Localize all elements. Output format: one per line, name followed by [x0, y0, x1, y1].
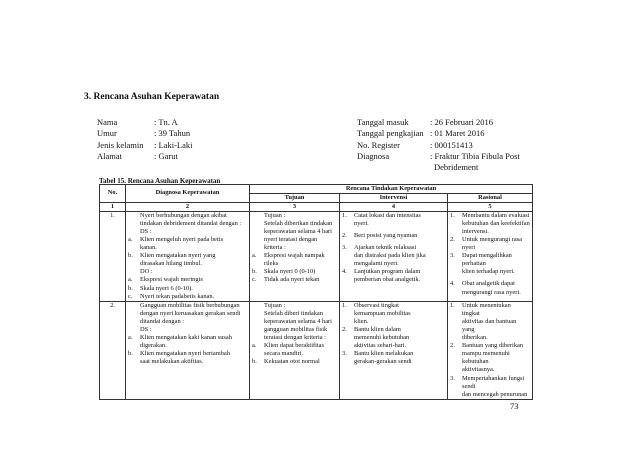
info-label: Tanggal pengkajian — [357, 128, 424, 139]
header-intervensi: Intervensi — [340, 193, 448, 202]
intervensi-line — [342, 350, 445, 358]
tujuan-line — [252, 358, 337, 366]
line-marker — [450, 268, 462, 276]
rasional-line — [450, 350, 530, 366]
line-marker — [450, 391, 462, 399]
diagnosa-line — [128, 358, 247, 366]
line-marker — [128, 358, 140, 366]
line-text: Ajarkan teknik relaksasi — [354, 243, 417, 251]
line-marker — [342, 276, 354, 284]
patient-info-right — [357, 117, 520, 173]
line-text: gerakan-gerakan sendi — [354, 358, 412, 366]
line-text: Klien dapat beraktifitas — [264, 342, 324, 350]
intervensi-line — [342, 302, 445, 310]
header-rencana: Rencana Tindakan Keperawatan — [250, 185, 533, 194]
header-tujuan: Tujuan — [250, 193, 340, 202]
info-label: Diagnosa — [357, 150, 390, 161]
line-text: digerakan. — [140, 342, 167, 350]
diagnosa-line — [128, 310, 247, 318]
line-text: Klien mengeluh nyeri pada betis — [140, 235, 224, 243]
line-text: secara mandiri. — [264, 350, 304, 358]
info-value: : Garut — [154, 150, 178, 161]
line-text: diberikan. — [462, 334, 488, 342]
line-text: Membantu dalam evaluasi — [462, 211, 530, 219]
line-marker — [450, 289, 462, 297]
cell-diagnosa — [126, 301, 250, 399]
line-text: Catat lokasi dan intensitas — [354, 211, 421, 219]
info-value: : Tn. A — [154, 117, 178, 127]
line-text: DO : — [140, 268, 153, 276]
intervensi-line — [342, 342, 445, 350]
diagnosa-line — [128, 252, 247, 260]
info-row-nama — [97, 117, 192, 128]
info-label: Tanggal masuk — [357, 117, 409, 127]
line-text: dan mencegah penurunan — [462, 390, 528, 398]
patient-info-left — [97, 117, 192, 162]
info-value: : 26 Februari 2016 — [430, 117, 494, 127]
rasional-line — [450, 391, 530, 399]
diagnosa-line — [128, 318, 247, 326]
line-marker — [252, 220, 264, 228]
table-row — [100, 211, 533, 301]
line-marker — [450, 318, 462, 334]
column-number: 4 — [340, 202, 448, 211]
diagnosa-line — [128, 212, 247, 220]
info-label: Alamat — [97, 150, 123, 161]
line-text: mengalami nyeri. — [354, 260, 399, 268]
rasional-line — [450, 366, 530, 374]
column-number: 3 — [250, 202, 340, 211]
line-marker — [252, 310, 264, 318]
line-marker — [342, 260, 354, 268]
intervensi-line — [342, 326, 445, 334]
info-row-tanggal-masuk — [357, 117, 520, 128]
diagnosa-line — [128, 342, 247, 350]
rasional-line — [450, 375, 530, 391]
line-marker: 2. — [342, 326, 347, 333]
line-marker — [252, 350, 264, 358]
line-marker — [128, 228, 140, 236]
info-row-tanggal-pengkajian — [357, 128, 520, 139]
intervensi-line — [342, 276, 445, 284]
info-row-jenis-kelamin — [97, 140, 192, 151]
line-marker: a. — [252, 252, 257, 260]
info-row-diagnosa — [357, 151, 520, 162]
line-marker: 3. — [450, 374, 455, 382]
info-label: Jenis kelamin — [97, 139, 144, 150]
rasional-line — [450, 280, 530, 288]
line-text: kriteria : — [264, 244, 286, 252]
intervensi-line — [342, 260, 445, 268]
diagnosa-line — [128, 260, 247, 268]
line-marker — [128, 302, 140, 310]
line-text: teratasi dengan kriteria : — [264, 334, 326, 342]
line-marker — [128, 310, 140, 318]
table-row — [100, 301, 533, 399]
info-row-alamat — [97, 151, 192, 162]
rasional-line — [450, 220, 530, 228]
line-text: Bantu klien melakukan — [354, 350, 414, 358]
rasional-line — [450, 228, 530, 236]
column-number: 5 — [448, 202, 533, 211]
cell-intervensi — [340, 211, 448, 301]
line-marker — [128, 268, 140, 276]
cell-rasional — [448, 301, 533, 399]
line-text: rileks — [264, 260, 279, 268]
line-text: Bantu klien dalam — [354, 326, 401, 333]
line-marker — [342, 342, 354, 350]
line-marker — [342, 318, 354, 326]
intervensi-line — [342, 252, 445, 260]
info-label: Nama — [97, 117, 118, 127]
tujuan-line — [252, 236, 337, 244]
line-marker — [252, 318, 264, 326]
cell-diagnosa — [126, 211, 250, 301]
rasional-line — [450, 342, 530, 350]
line-marker — [252, 228, 264, 236]
diagnosa-line — [128, 244, 247, 252]
line-marker: 3. — [450, 252, 455, 260]
intervensi-line — [342, 318, 445, 326]
intervensi-line — [342, 334, 445, 342]
line-text: saat melakukan aktifitas. — [140, 358, 204, 366]
line-text: Gangguan mobilitas fisik berhubungan — [140, 301, 240, 309]
line-text: Setelah diberi tindakan — [264, 309, 323, 317]
tujuan-line — [252, 260, 337, 268]
diagnosa-line — [128, 236, 247, 244]
tujuan-line — [252, 342, 337, 350]
line-text: Setelah diberikan tindakan — [264, 219, 333, 227]
rasional-line — [450, 236, 530, 252]
tujuan-line — [252, 220, 337, 228]
line-text: Nyeri tekan padabetis kanan. — [140, 292, 215, 300]
line-text: klien terhadap nyeri. — [462, 268, 515, 276]
line-text: tindakan debridement ditandai dengan : — [140, 219, 242, 227]
line-text: Dapat mengalihkan perhatian — [462, 252, 512, 268]
line-marker — [252, 236, 264, 244]
intervensi-line — [342, 244, 445, 252]
line-text: Obat analgetik dapat — [462, 280, 515, 288]
line-text: Bantuan yang diberikan — [462, 342, 524, 350]
rasional-line — [450, 302, 530, 318]
line-text: Skala nyeri 6 (0-10). — [140, 284, 193, 292]
line-text: keperawatan selama 4 hari — [264, 227, 332, 235]
line-text: Untuk mengurangi rasa nyeri — [462, 235, 522, 252]
diagnosa-line — [128, 268, 247, 276]
tujuan-line — [252, 310, 337, 318]
info-value: : 000151413 — [430, 139, 473, 150]
line-marker: 1. — [450, 211, 455, 219]
header-rasional: Rasional — [448, 193, 533, 202]
line-text: DS : — [140, 227, 152, 235]
line-marker: 1. — [342, 301, 347, 309]
header-diagnosa: Diagnosa Keperawatan — [126, 185, 250, 203]
line-marker — [128, 220, 140, 228]
line-text: Nyeri berhubungan dengan akibat — [140, 211, 227, 219]
cell-rasional — [448, 211, 533, 301]
diagnosa-line — [128, 285, 247, 293]
info-value: : 39 Tahun — [154, 128, 191, 139]
tujuan-line — [252, 252, 337, 260]
cell-tujuan — [250, 301, 340, 399]
line-text: mampu memenuhi kebutuhan — [462, 350, 510, 366]
info-label: Umur — [97, 128, 117, 139]
line-text: Ekspresi wajah meringis — [140, 276, 203, 284]
line-text: intervensi. — [462, 227, 489, 235]
line-marker: 1. — [342, 211, 347, 219]
line-text: aktivitas sehari-hari. — [354, 342, 407, 350]
line-marker — [128, 244, 140, 252]
line-text: Beri posisi yang nyaman — [354, 231, 418, 239]
header-no: No. — [100, 185, 126, 203]
info-row-no-register — [357, 140, 520, 151]
line-marker — [450, 366, 462, 374]
page-number: 73 — [510, 401, 519, 411]
line-text: mengurangi rasa nyeri. — [462, 288, 521, 296]
line-marker — [252, 244, 264, 252]
line-marker: a. — [128, 334, 133, 342]
intervensi-line — [342, 212, 445, 220]
rasional-line — [450, 212, 530, 220]
line-marker — [128, 326, 140, 334]
line-marker — [128, 260, 140, 268]
line-marker: b. — [252, 358, 257, 366]
line-marker: b. — [128, 350, 133, 358]
diagnosa-line — [128, 220, 247, 228]
line-text: ditandai dengan : — [140, 317, 185, 325]
info-label: No. Register — [357, 139, 400, 150]
line-marker — [128, 212, 140, 220]
line-marker — [128, 342, 140, 350]
line-marker: 2. — [450, 235, 455, 243]
line-text: DS : — [140, 326, 152, 333]
line-text: kemampuan mobilitas — [354, 309, 411, 317]
line-text: Tujuan : — [264, 211, 286, 219]
line-marker: c. — [252, 276, 257, 284]
line-marker — [252, 334, 264, 342]
line-text: klien. — [354, 317, 369, 325]
line-marker — [342, 220, 354, 228]
line-text: nyeri teratasi dengan — [264, 235, 318, 243]
rasional-line — [450, 334, 530, 342]
line-text: gangguan mobilitas fisik — [264, 326, 328, 333]
line-marker — [252, 326, 264, 334]
diagnosa-line — [128, 293, 247, 301]
column-number-row — [100, 202, 533, 211]
tujuan-line — [252, 244, 337, 252]
line-text: aktivitas dan bantuan yang — [462, 317, 517, 333]
column-number: 1 — [100, 202, 126, 211]
intervensi-line — [342, 268, 445, 276]
line-marker — [342, 358, 354, 366]
line-text: Klien mengatakan nyeri yang — [140, 252, 216, 260]
diagnosa-line — [128, 228, 247, 236]
line-marker: 4. — [342, 268, 347, 276]
rasional-line — [450, 252, 530, 268]
cell-intervensi — [340, 301, 448, 399]
section-heading: 3. Rencana Asuhan Keperawatan — [84, 92, 220, 102]
info-diagnosa-continuation: Debridement — [434, 162, 479, 173]
tujuan-line — [252, 302, 337, 310]
line-marker — [252, 302, 264, 310]
line-text: dirasakan hilang timbul. — [140, 260, 202, 268]
line-text: Observasi tingkat — [354, 301, 399, 309]
info-value: : Fraktur Tibia Fibula Post — [430, 150, 520, 161]
line-marker — [128, 318, 140, 326]
tujuan-line — [252, 276, 337, 284]
line-marker: b. — [252, 268, 257, 276]
diagnosa-line — [128, 326, 247, 334]
line-text: Untuk menentukan tingkat — [462, 301, 511, 317]
info-row-umur — [97, 128, 192, 139]
line-marker: c. — [128, 292, 133, 300]
line-text: dengan nyeri keruasakan gerakan sendi — [140, 309, 241, 317]
tujuan-line — [252, 212, 337, 220]
line-text: Lanjutkan program dalam — [354, 268, 421, 276]
line-marker: a. — [128, 276, 133, 284]
line-text: kanan. — [140, 244, 157, 252]
row-number: 1. — [100, 211, 126, 301]
tujuan-line — [252, 350, 337, 358]
line-text: Klien mengatakan kaki kanan susah — [140, 334, 232, 342]
tujuan-line — [252, 334, 337, 342]
line-marker — [450, 334, 462, 342]
care-plan-table — [99, 184, 533, 400]
line-text: Kekuatan otot normal — [264, 358, 320, 366]
line-text: nyeri. — [354, 219, 369, 227]
line-text: Klien mengatakan nyeri bertambah — [140, 350, 230, 358]
tujuan-line — [252, 268, 337, 276]
line-marker: a. — [252, 342, 257, 350]
line-marker: 2. — [342, 231, 347, 239]
diagnosa-line — [128, 334, 247, 342]
line-marker — [252, 260, 264, 268]
rasional-line — [450, 318, 530, 334]
row-number: 2. — [100, 301, 126, 399]
line-marker: 4. — [450, 280, 455, 288]
line-marker: 3. — [342, 243, 347, 251]
line-marker — [450, 350, 462, 366]
tujuan-line — [252, 326, 337, 334]
line-marker — [450, 228, 462, 236]
info-value: : Laki-Laki — [154, 139, 193, 150]
rasional-line — [450, 289, 530, 297]
tujuan-line — [252, 318, 337, 326]
line-marker: a. — [128, 235, 133, 243]
line-text: kebutuhan dan keefektifan — [462, 219, 530, 227]
line-text: aktivitasnya. — [462, 366, 495, 374]
table-header-row — [100, 185, 533, 194]
line-marker: 2. — [450, 342, 455, 350]
line-text: memenuhi kebutuhan — [354, 334, 410, 342]
column-number: 2 — [126, 202, 250, 211]
line-text: Mempertahankan fungsi sendi — [462, 374, 525, 390]
line-text: Skala nyeri 0 (0-10) — [264, 268, 316, 276]
line-text: keperawatan selama 4 hari — [264, 317, 332, 325]
line-text: Tujuan : — [264, 301, 286, 309]
line-marker: b. — [128, 252, 133, 260]
intervensi-line — [342, 220, 445, 228]
tujuan-line — [252, 228, 337, 236]
line-marker — [342, 310, 354, 318]
cell-tujuan — [250, 211, 340, 301]
line-text: pemberian obat analgetik. — [354, 276, 421, 284]
line-marker — [342, 334, 354, 342]
line-marker: 1. — [450, 301, 455, 309]
line-text: Tidak ada nyeri tekan — [264, 276, 320, 284]
line-marker: 3. — [342, 350, 347, 358]
line-marker: b. — [128, 284, 133, 292]
intervensi-line — [342, 232, 445, 240]
diagnosa-line — [128, 350, 247, 358]
table-caption: Tabel 15. Rencana Asuhan Keperawatan — [99, 177, 221, 185]
intervensi-line — [342, 358, 445, 366]
line-text: Ekspresi wajah nampak — [264, 252, 325, 260]
intervensi-line — [342, 310, 445, 318]
line-marker — [450, 220, 462, 228]
line-marker — [342, 252, 354, 260]
line-text: dan distraksi pada klien jika — [354, 252, 426, 260]
line-marker — [252, 212, 264, 220]
diagnosa-line — [128, 302, 247, 310]
rasional-line — [450, 268, 530, 276]
info-value: : 01 Maret 2016 — [430, 128, 485, 139]
diagnosa-line — [128, 276, 247, 284]
